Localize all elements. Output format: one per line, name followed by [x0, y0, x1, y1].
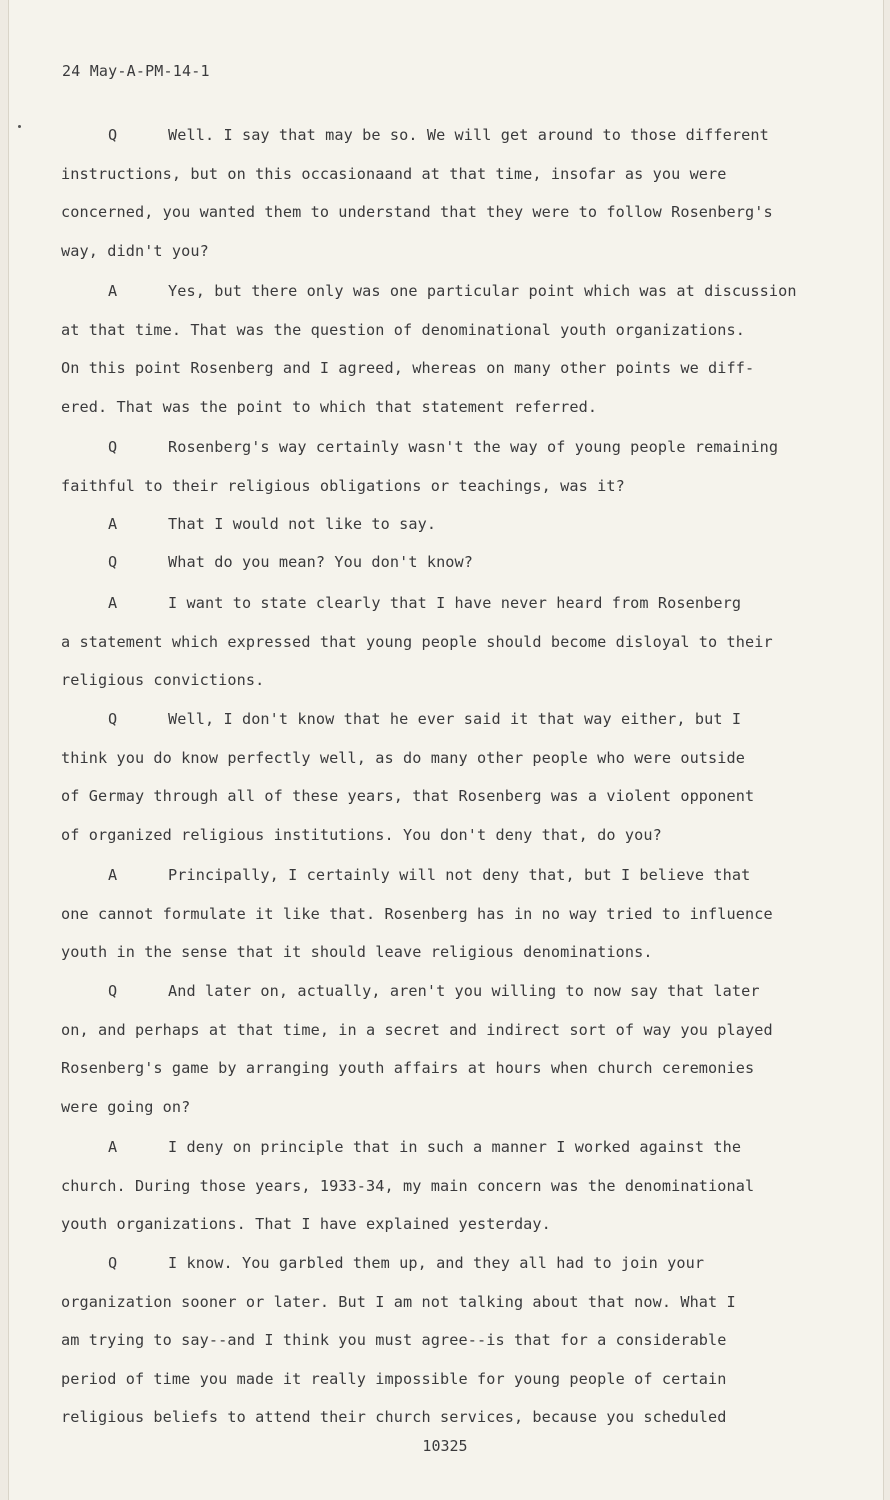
text-line: Well, I don't know that he ever said it that way either, but I [168, 710, 742, 728]
transcript-paragraph [0, 700, 890, 854]
text-line: Yes, but there only was one particular point which was at discussion [168, 282, 797, 300]
page-reference: 24 May-A-PM-14-1 [62, 62, 210, 80]
text-line: am trying to say--and I think you must agree--is that for a considerable [61, 1331, 727, 1349]
transcript-paragraph [0, 116, 890, 270]
speaker-label: A [108, 1138, 118, 1156]
text-line: instructions, but on this occasionaand at that time, insofar as you were [61, 164, 727, 183]
speaker-label: Q [108, 126, 118, 144]
page-number: 10325 [422, 1437, 468, 1455]
text-line: organization sooner or later. But I am not talking about that now. What I [61, 1292, 736, 1311]
text-line: of Germay through all of these years, that Rosenberg was a violent opponent [61, 787, 755, 805]
speaker-label: Q [108, 438, 118, 456]
text-line: faithful to their religious obligations or teachings, was it? [61, 476, 625, 495]
speaker-label: A [108, 282, 118, 300]
text-line: On this point Rosenberg and I agreed, whereas on many other points we diff- [61, 359, 755, 377]
text-line: one cannot formulate it like that. Rosenberg has in no way tried to influence [61, 904, 773, 923]
text-line: religious beliefs to attend their church services, because you scheduled [61, 1408, 727, 1426]
speaker-label: A [108, 594, 118, 612]
text-line: Principally, I certainly will not deny that, but I believe that [168, 866, 751, 884]
transcript-paragraph [0, 428, 890, 505]
transcript-paragraph [0, 505, 890, 544]
text-line: Rosenberg's game by arranging youth affairs at hours when church ceremonies [61, 1059, 755, 1077]
text-line: think you do know perfectly well, as do many other people who were outside [61, 748, 746, 767]
text-line: What do you mean? You don't know? [168, 553, 474, 571]
text-line: youth organizations. That I have explained yesterday. [61, 1215, 551, 1233]
text-line: I want to state clearly that I have never heard from Rosenberg [168, 594, 742, 612]
transcript-paragraph [0, 972, 890, 1126]
text-line: youth in the sense that it should leave religious denominations. [61, 943, 653, 961]
text-line: I know. You garbled them up, and they all had to join your [168, 1254, 705, 1272]
text-line: And later on, actually, aren't you willing to now say that later [168, 982, 760, 1000]
text-line: way, didn't you? [61, 241, 209, 260]
text-line: I deny on principle that in such a manner I worked against the [168, 1138, 742, 1156]
transcript-paragraph [0, 856, 890, 972]
transcript-paragraph [0, 1244, 890, 1437]
transcript-paragraph [0, 1128, 890, 1244]
speaker-label: Q [108, 1254, 118, 1272]
text-line: period of time you made it really impossible for young people of certain [61, 1369, 727, 1388]
speaker-label: A [108, 866, 118, 884]
text-line: a statement which expressed that young people should become disloyal to their [61, 632, 773, 651]
text-line: on, and perhaps at that time, in a secret and indirect sort of way you played [61, 1020, 773, 1039]
speaker-label: Q [108, 553, 118, 571]
text-line: of organized religious institutions. You don't deny that, do you? [61, 825, 662, 844]
speaker-label: Q [108, 710, 118, 728]
transcript-paragraph [0, 272, 890, 426]
transcript-paragraph [0, 584, 890, 700]
text-line: Well. I say that may be so. We will get around to those different [168, 126, 769, 144]
text-line: Rosenberg's way certainly wasn't the way of young people remaining [168, 438, 779, 456]
transcript-paragraph [0, 543, 890, 582]
text-line: ered. That was the point to which that statement referred. [61, 397, 598, 416]
text-line: concerned, you wanted them to understand that they were to follow Rosenberg's [61, 203, 773, 221]
text-line: That I would not like to say. [168, 515, 437, 533]
speaker-label: A [108, 515, 118, 533]
text-line: religious convictions. [61, 671, 265, 689]
text-line: were going on? [61, 1097, 191, 1116]
text-line: at that time. That was the question of denominational youth organizations. [61, 320, 746, 339]
text-line: church. During those years, 1933-34, my main concern was the denominational [61, 1176, 755, 1195]
speaker-label: Q [108, 982, 118, 1000]
